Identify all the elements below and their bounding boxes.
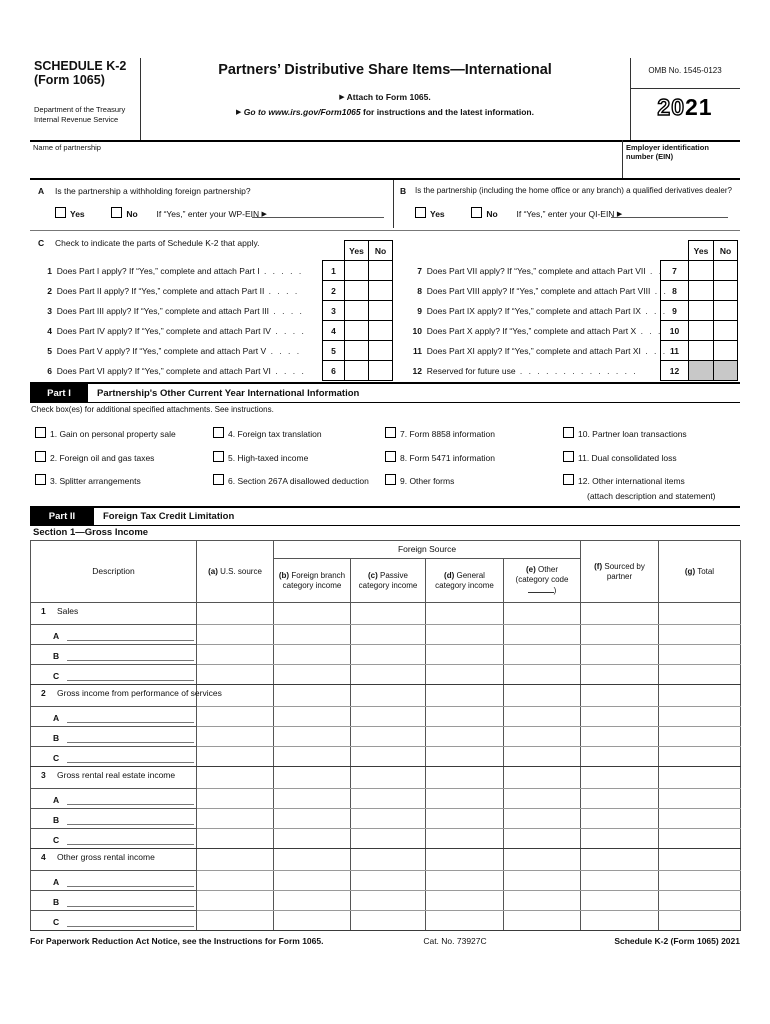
grid-cell[interactable]: [504, 727, 581, 747]
grid-cell[interactable]: [426, 603, 504, 625]
dept-line2: Internal Revenue Service: [34, 115, 119, 124]
question-b: B Is the partnership (including the home office or any branch) a qualified derivatives dealer? Yes No If “Yes,” enter your QI-EIN ▶: [393, 180, 740, 230]
grid-cell[interactable]: [197, 911, 274, 931]
c7-yes-cell[interactable]: [689, 261, 714, 281]
grid-cell[interactable]: [659, 871, 741, 891]
grid-cell[interactable]: [426, 849, 504, 871]
grid-cell[interactable]: [351, 625, 426, 645]
grid-cell[interactable]: [581, 809, 659, 829]
grid-cell[interactable]: [504, 809, 581, 829]
grid-cell[interactable]: [197, 871, 274, 891]
c-row-9: 9 Does Part IX apply? If “Yes,” complete and attach Part IX . . .: [417, 306, 668, 316]
grid-cell[interactable]: [504, 849, 581, 871]
part1-col2: 4. Foreign tax translation 5. High-taxed income 6. Section 267A disallowed deduction: [213, 427, 383, 487]
grid-cell[interactable]: [197, 603, 274, 625]
name-ein-row: [30, 140, 740, 180]
grid-cell[interactable]: [581, 891, 659, 911]
row3B-country-cell[interactable]: B: [31, 809, 197, 829]
grid-cell[interactable]: [351, 767, 426, 789]
c9-yes-cell[interactable]: [689, 301, 714, 321]
b-prompt: If “Yes,” enter your QI-EIN: [516, 209, 615, 219]
part1-item12-checkbox[interactable]: [563, 474, 574, 485]
grid-cell[interactable]: [581, 911, 659, 931]
a-no-checkbox[interactable]: [111, 207, 122, 218]
question-a-text: Is the partnership a withholding foreign partnership?: [55, 186, 251, 196]
grid-cell[interactable]: [659, 891, 741, 911]
tax-year: 2021: [657, 94, 713, 120]
question-b-text: Is the partnership (including the home office or any branch) a qualified derivatives dealer?: [415, 186, 732, 195]
grid-cell[interactable]: [274, 891, 351, 911]
grid-cell[interactable]: [197, 707, 274, 727]
grid-cell[interactable]: [504, 829, 581, 849]
c6-yes-cell[interactable]: [345, 361, 369, 381]
part1-item4-checkbox[interactable]: [213, 427, 224, 438]
goto-line: ▶ Go to www.irs.gov/Form1065 for instructions and the latest information.: [236, 107, 534, 117]
c8-no-cell[interactable]: [714, 281, 738, 301]
country-line[interactable]: [67, 824, 194, 825]
country-line[interactable]: [67, 742, 194, 743]
grid-cell[interactable]: [659, 747, 741, 767]
grid-cell[interactable]: [426, 665, 504, 685]
grid-cell[interactable]: [197, 665, 274, 685]
row1-label-cell: 1 Sales: [31, 603, 197, 625]
row1B-country-cell[interactable]: B: [31, 645, 197, 665]
grid-cell[interactable]: [274, 747, 351, 767]
question-b-letter: B: [400, 186, 407, 196]
form-title: Partners’ Distributive Share Items—International: [218, 62, 552, 78]
part1-attach-note: (attach description and statement): [587, 490, 716, 501]
c-row-4: 4 Does Part IV apply? If “Yes,” complete and attach Part IV . . . .: [47, 326, 306, 336]
foreign-source-header: Foreign Source: [274, 541, 581, 559]
c12-yes-cell: [689, 361, 714, 381]
grid-cell[interactable]: [581, 747, 659, 767]
grid-cell[interactable]: [504, 767, 581, 789]
catalog-number: Cat. No. 73927C: [423, 936, 487, 946]
c-row-12: 12 Reserved for future use . . . . . . . . . . . . . .: [412, 366, 638, 376]
grid-cell[interactable]: [197, 809, 274, 829]
grid-cell[interactable]: [351, 603, 426, 625]
question-a: A Is the partnership a withholding foreign partnership? Yes No If “Yes,” enter your WP-EIN ▶: [30, 180, 393, 230]
c-row-1: 1 Does Part I apply? If “Yes,” complete and attach Part I . . . . .: [47, 266, 304, 276]
grid-cell[interactable]: [274, 767, 351, 789]
c-grid-right: Yes No 7 8 9 10 11 12: [660, 240, 738, 381]
grid-cell[interactable]: [426, 809, 504, 829]
c-row-6: 6 Does Part VI apply? If “Yes,” complete and attach Part VI . . . .: [47, 366, 306, 376]
grid-cell[interactable]: [504, 645, 581, 665]
col-b-header: (b) Foreign branch category income: [274, 559, 351, 603]
country-line[interactable]: [67, 722, 194, 723]
grid-cell[interactable]: [351, 829, 426, 849]
c1-yes-cell[interactable]: [345, 261, 369, 281]
omb-number: OMB No. 1545-0123: [648, 66, 722, 75]
row2C-country-cell[interactable]: C: [31, 747, 197, 767]
part1-item11-checkbox[interactable]: [563, 451, 574, 462]
grid-cell[interactable]: [274, 603, 351, 625]
c5-no-cell[interactable]: [369, 341, 393, 361]
grid-cell[interactable]: [504, 707, 581, 727]
grid-cell[interactable]: [274, 707, 351, 727]
row4B-country-cell[interactable]: B: [31, 891, 197, 911]
col-a-header: (a) U.S. source: [197, 541, 274, 603]
ein-label: Employer identification number (EIN): [626, 143, 709, 161]
row1A-country-cell[interactable]: A: [31, 625, 197, 645]
gross-income-table: [30, 540, 741, 931]
grid-cell[interactable]: [504, 665, 581, 685]
part2-label: Part II: [30, 508, 94, 525]
grid-cell[interactable]: [581, 727, 659, 747]
grid-cell[interactable]: [426, 871, 504, 891]
c11-no-cell[interactable]: [714, 341, 738, 361]
qi-ein-input[interactable]: [611, 217, 728, 218]
paperwork-notice: For Paperwork Reduction Act Notice, see the Instructions for Form 1065.: [30, 936, 324, 946]
goto-arrow-icon: ▶: [236, 109, 242, 116]
c1-no-cell[interactable]: [369, 261, 393, 281]
row2-label-cell: 2 Gross income from performance of services: [31, 685, 197, 707]
grid-cell[interactable]: [659, 625, 741, 645]
grid-cell[interactable]: [351, 707, 426, 727]
grid-cell[interactable]: [659, 685, 741, 707]
grid-cell[interactable]: [197, 747, 274, 767]
c3-yes-cell[interactable]: [345, 301, 369, 321]
row3C-country-cell[interactable]: C: [31, 829, 197, 849]
form-number: (Form 1065): [34, 73, 105, 87]
part1-col4: 10. Partner loan transactions 11. Dual consolidated loss 12. Other international items (attach description and statement): [563, 427, 738, 501]
question-a-letter: A: [38, 186, 45, 196]
part1-item9-checkbox[interactable]: [385, 474, 396, 485]
grid-cell[interactable]: [504, 747, 581, 767]
c5-yes-cell[interactable]: [345, 341, 369, 361]
grid-cell[interactable]: [351, 871, 426, 891]
c8-yes-cell[interactable]: [689, 281, 714, 301]
wp-ein-input[interactable]: [252, 217, 384, 218]
row4C-country-cell[interactable]: C: [31, 911, 197, 931]
grid-cell[interactable]: [351, 727, 426, 747]
c3-no-cell[interactable]: [369, 301, 393, 321]
grid-cell[interactable]: [351, 849, 426, 871]
part1-item6-checkbox[interactable]: [213, 474, 224, 485]
c11-yes-cell[interactable]: [689, 341, 714, 361]
grid-cell[interactable]: [426, 747, 504, 767]
grid-cell[interactable]: [659, 603, 741, 625]
c2-yes-cell[interactable]: [345, 281, 369, 301]
grid-cell[interactable]: [197, 829, 274, 849]
grid-cell[interactable]: [504, 911, 581, 931]
grid-cell[interactable]: [581, 789, 659, 809]
grid-cell[interactable]: [426, 685, 504, 707]
c-row-10: 10 Does Part X apply? If “Yes,” complete and attach Part X . . .: [412, 326, 663, 336]
grid-cell[interactable]: [274, 871, 351, 891]
row4A-country-cell[interactable]: A: [31, 871, 197, 891]
b-prompt-arrow-icon: ▶: [616, 211, 623, 218]
part1-item7-checkbox[interactable]: [385, 427, 396, 438]
grid-cell[interactable]: [659, 665, 741, 685]
part1-title: Partnership's Other Current Year International Information: [97, 387, 360, 399]
c-right-no-header: No: [714, 241, 738, 261]
col-e-header: (e) Other (category code): [504, 559, 581, 603]
grid-cell[interactable]: [274, 809, 351, 829]
c-row-3: 3 Does Part III apply? If “Yes,” complete and attach Part III . . . .: [47, 306, 304, 316]
c-left-no-header: No: [369, 241, 393, 261]
a-prompt: If “Yes,” enter your WP-EIN: [156, 209, 260, 219]
grid-cell[interactable]: [504, 603, 581, 625]
country-line[interactable]: [67, 886, 194, 887]
grid-cell[interactable]: [274, 911, 351, 931]
grid-cell[interactable]: [426, 767, 504, 789]
grid-cell[interactable]: [659, 707, 741, 727]
col-f-header: (f) Sourced by partner: [581, 541, 659, 603]
grid-cell[interactable]: [197, 891, 274, 911]
part1-band: [30, 382, 740, 403]
col-description-header: Description: [31, 541, 197, 603]
c2-no-cell[interactable]: [369, 281, 393, 301]
part1-item3-checkbox[interactable]: [35, 474, 46, 485]
grid-cell[interactable]: [659, 789, 741, 809]
part1-item8-checkbox[interactable]: [385, 451, 396, 462]
grid-cell[interactable]: [659, 727, 741, 747]
grid-cell[interactable]: [351, 891, 426, 911]
country-line[interactable]: [67, 762, 194, 763]
row2A-country-cell[interactable]: A: [31, 707, 197, 727]
grid-cell[interactable]: [504, 685, 581, 707]
grid-cell[interactable]: [426, 891, 504, 911]
grid-cell[interactable]: [659, 645, 741, 665]
grid-cell[interactable]: [274, 789, 351, 809]
grid-cell[interactable]: [274, 727, 351, 747]
grid-cell[interactable]: [426, 829, 504, 849]
c6-no-cell[interactable]: [369, 361, 393, 381]
grid-cell[interactable]: [581, 685, 659, 707]
grid-cell[interactable]: [197, 849, 274, 871]
grid-cell[interactable]: [504, 891, 581, 911]
c4-yes-cell[interactable]: [345, 321, 369, 341]
grid-cell[interactable]: [274, 625, 351, 645]
country-line[interactable]: [67, 844, 194, 845]
grid-cell[interactable]: [351, 645, 426, 665]
grid-cell[interactable]: [504, 871, 581, 891]
c-right-yes-header: Yes: [689, 241, 714, 261]
c12-no-cell: [714, 361, 738, 381]
grid-cell[interactable]: [426, 625, 504, 645]
grid-cell[interactable]: [581, 871, 659, 891]
attach-line: ▶ Attach to Form 1065.: [339, 92, 431, 102]
part1-label: Part I: [30, 384, 88, 402]
grid-cell[interactable]: [426, 911, 504, 931]
country-line[interactable]: [67, 680, 194, 681]
c-row-11: 11 Does Part XI apply? If “Yes,” complete and attach Part XI . . .: [413, 346, 668, 356]
c-row-7: 7 Does Part VII apply? If “Yes,” complete and attach Part VII . .: [417, 266, 664, 276]
country-line[interactable]: [67, 640, 194, 641]
grid-cell[interactable]: [351, 809, 426, 829]
irs-url[interactable]: www.irs.gov/Form1065: [268, 107, 361, 117]
country-line[interactable]: [67, 660, 194, 661]
c9-no-cell[interactable]: [714, 301, 738, 321]
c-left-yes-header: Yes: [345, 241, 369, 261]
country-line[interactable]: [67, 906, 194, 907]
grid-cell[interactable]: [351, 747, 426, 767]
c-row-5: 5 Does Part V apply? If “Yes,” complete and attach Part V . . . .: [47, 346, 302, 356]
grid-cell[interactable]: [274, 665, 351, 685]
part1-item1-checkbox[interactable]: [35, 427, 46, 438]
grid-cell[interactable]: [659, 911, 741, 931]
grid-cell[interactable]: [426, 707, 504, 727]
grid-cell[interactable]: [197, 625, 274, 645]
grid-cell[interactable]: [426, 727, 504, 747]
grid-cell[interactable]: [659, 767, 741, 789]
row3-label-cell: 3 Gross rental real estate income: [31, 767, 197, 789]
grid-cell[interactable]: [581, 829, 659, 849]
grid-cell[interactable]: [197, 767, 274, 789]
grid-cell[interactable]: [351, 911, 426, 931]
ein-field[interactable]: [622, 152, 740, 176]
grid-cell[interactable]: [504, 789, 581, 809]
row1C-country-cell[interactable]: C: [31, 665, 197, 685]
grid-cell[interactable]: [581, 849, 659, 871]
c7-no-cell[interactable]: [714, 261, 738, 281]
c10-yes-cell[interactable]: [689, 321, 714, 341]
grid-cell[interactable]: [659, 809, 741, 829]
section-c-letter: C: [38, 238, 45, 248]
grid-cell[interactable]: [274, 829, 351, 849]
b-no-checkbox[interactable]: [471, 207, 482, 218]
grid-cell[interactable]: [581, 603, 659, 625]
category-code-input[interactable]: [528, 584, 554, 593]
grid-cell[interactable]: [351, 665, 426, 685]
b-yes-checkbox[interactable]: [415, 207, 426, 218]
c4-no-cell[interactable]: [369, 321, 393, 341]
partnership-name-label: Name of partnership: [33, 143, 101, 152]
col-c-header: (c) Passive category income: [351, 559, 426, 603]
part1-item10-checkbox[interactable]: [563, 427, 574, 438]
grid-cell[interactable]: [581, 645, 659, 665]
part1-note: Check box(es) for additional specified attachments. See instructions.: [31, 405, 274, 414]
part1-col1: 1. Gain on personal property sale 2. Foreign oil and gas taxes 3. Splitter arrangements: [35, 427, 210, 487]
part2-band: [30, 506, 740, 526]
grid-cell[interactable]: [197, 789, 274, 809]
row4-label-cell: 4 Other gross rental income: [31, 849, 197, 871]
grid-cell[interactable]: [581, 767, 659, 789]
schedule-number: SCHEDULE K-2: [34, 59, 127, 73]
grid-cell[interactable]: [581, 625, 659, 645]
grid-cell[interactable]: [274, 685, 351, 707]
grid-cell[interactable]: [197, 727, 274, 747]
c-grid-left: Yes No 1 2 3 4 5 6: [322, 240, 393, 381]
grid-cell[interactable]: [659, 849, 741, 871]
partnership-name-field[interactable]: [30, 152, 620, 176]
grid-cell[interactable]: [426, 789, 504, 809]
footer-schedule: Schedule K-2 (Form 1065) 2021: [614, 936, 740, 946]
section1-title: Section 1—Gross Income: [33, 527, 149, 538]
part2-title: Foreign Tax Credit Limitation: [103, 511, 235, 522]
row3A-country-cell[interactable]: A: [31, 789, 197, 809]
grid-cell[interactable]: [426, 645, 504, 665]
c-row-2: 2 Does Part II apply? If “Yes,” complete and attach Part II . . . .: [47, 286, 300, 296]
grid-cell[interactable]: [274, 849, 351, 871]
grid-cell[interactable]: [351, 789, 426, 809]
dept-line1: Department of the Treasury: [34, 105, 126, 114]
form-header: [30, 58, 740, 142]
part1-col3: 7. Form 8858 information 8. Form 5471 information 9. Other forms: [385, 427, 555, 487]
grid-cell[interactable]: [351, 685, 426, 707]
grid-cell[interactable]: [504, 625, 581, 645]
grid-cell[interactable]: [581, 707, 659, 727]
c-row-8: 8 Does Part VIII apply? If “Yes,” complete and attach Part VIII . .: [417, 286, 668, 296]
c10-no-cell[interactable]: [714, 321, 738, 341]
grid-cell[interactable]: [274, 645, 351, 665]
part1-item5-checkbox[interactable]: [213, 451, 224, 462]
attach-arrow-icon: ▶: [339, 94, 345, 101]
col-d-header: (d) General category income: [426, 559, 504, 603]
grid-cell[interactable]: [581, 665, 659, 685]
a-yes-checkbox[interactable]: [55, 207, 66, 218]
row2B-country-cell[interactable]: B: [31, 727, 197, 747]
col-g-header: (g) Total: [659, 541, 741, 603]
grid-cell[interactable]: [659, 829, 741, 849]
country-line[interactable]: [67, 804, 194, 805]
a-prompt-arrow-icon: ▶: [261, 211, 267, 218]
section-c-text: Check to indicate the parts of Schedule K-2 that apply.: [55, 238, 260, 248]
grid-cell[interactable]: [197, 645, 274, 665]
part1-item2-checkbox[interactable]: [35, 451, 46, 462]
country-line[interactable]: [67, 926, 194, 927]
